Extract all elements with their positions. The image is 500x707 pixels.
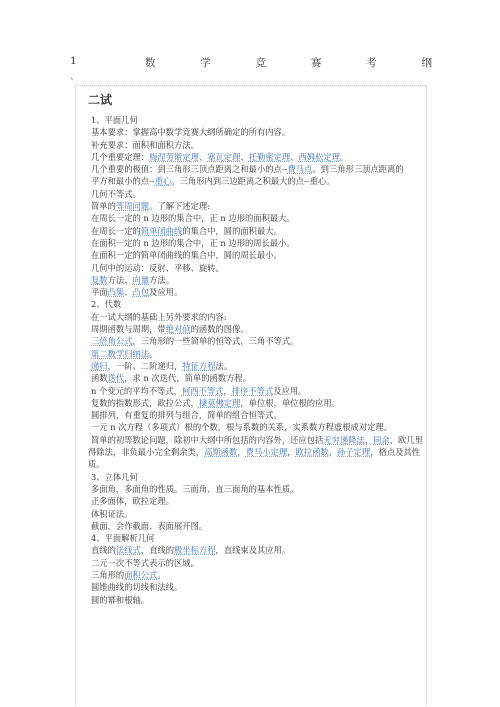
text-line: [88, 520, 426, 532]
term-link[interactable]: 凸集: [107, 287, 125, 298]
text-run: 的集合中，圆的面积最大。: [182, 225, 282, 236]
text-run: 及应用。: [273, 385, 307, 396]
term-link[interactable]: 托勒密定理: [248, 151, 291, 162]
text-line: [88, 286, 426, 298]
term-link[interactable]: 费马点: [287, 164, 313, 175]
text-run: 三角形的: [91, 569, 125, 580]
text-line: [88, 471, 426, 483]
page-header: [70, 55, 432, 82]
line-group-solid-analytic: [88, 471, 426, 606]
text-run: 函数: [91, 373, 108, 384]
term-link[interactable]: 梅涅劳斯定理: [149, 151, 199, 162]
text-line: [88, 163, 426, 175]
term-link[interactable]: 孙子定理: [337, 447, 371, 458]
text-run: 在面积一定的简单闭曲线的集合中，圆的周长最小。: [91, 250, 282, 261]
text-run: ，求 n 次迭代，简单的函数方程。: [124, 373, 251, 384]
term-link[interactable]: 向量: [132, 274, 150, 285]
text-line: [88, 126, 426, 138]
header-char: 学: [200, 57, 211, 69]
term-link[interactable]: 简单闭曲线: [140, 225, 183, 236]
term-link[interactable]: 排序不等式: [231, 385, 274, 396]
text-line: [88, 360, 426, 372]
text-run: 。三角形内到三边距离之积最大的点--重心。: [171, 176, 335, 187]
text-line: [88, 262, 426, 274]
text-run: 在面积一定的 n 边形的集合中，正 n 边形的周长最小。: [91, 237, 295, 248]
term-link[interactable]: 极坐标方程: [174, 545, 216, 556]
term-link[interactable]: 塞瓦定理: [207, 151, 241, 162]
text-run: 基本要求：掌握高中数学竞赛大纲所确定的所有内容。: [91, 127, 291, 138]
term-link[interactable]: 绝对值: [165, 324, 191, 335]
text-run: n 个变元的平均不等式，: [91, 385, 182, 396]
text-line: [88, 483, 426, 495]
text-run: 方法、: [107, 274, 133, 285]
text-run: 方法。: [149, 274, 175, 285]
text-run: 。: [149, 348, 158, 359]
text-line: [88, 409, 426, 421]
text-line: [88, 385, 426, 397]
text-run: 周期函数与周期，带: [91, 324, 166, 335]
text-run: 、: [240, 151, 249, 162]
text-run: ，格点及其性质。: [88, 447, 421, 470]
text-run: 几个重要定理：: [91, 151, 150, 162]
term-link[interactable]: 同余: [373, 434, 390, 445]
text-line: [88, 175, 426, 187]
text-line: [88, 114, 426, 126]
text-run: 平方和最小的点--: [91, 176, 155, 187]
text-run: 法。: [215, 360, 233, 371]
text-line: [88, 495, 426, 507]
section-title: 二试: [88, 93, 113, 107]
text-run: 4、平面解析几何: [91, 533, 155, 544]
header-char: 考: [366, 57, 377, 69]
text-line: [88, 274, 426, 286]
term-link[interactable]: 高斯函数: [204, 447, 238, 458]
text-line: [88, 323, 426, 335]
term-link[interactable]: 等周问题: [115, 201, 150, 212]
text-line: [88, 557, 426, 569]
text-run: 3、立体几何: [91, 471, 138, 482]
text-run: 在周长一定的 n 边形的集合中，正 n 边形的面积最大。: [91, 213, 295, 224]
number-theory-paragraph: [88, 434, 426, 471]
page-number: 1: [70, 55, 77, 67]
header-char: 赛: [310, 57, 322, 69]
header-mark: 、: [70, 72, 80, 82]
text-run: 圆锥曲线的切线和法线。: [91, 582, 183, 593]
text-run: ，: [287, 447, 296, 458]
header-char: 纲: [421, 57, 432, 69]
text-line: [88, 508, 426, 520]
text-run: 几何不等式。: [91, 188, 141, 199]
text-run: 平面: [91, 287, 108, 298]
text-run: 、: [198, 151, 208, 162]
text-line: [88, 298, 426, 310]
text-run: 及应用。: [149, 287, 183, 298]
text-line: [88, 397, 426, 409]
document-body: [88, 92, 426, 606]
term-link[interactable]: 迭代: [107, 373, 125, 384]
text-run: ，欧几里得除法，非负最小完全剩余类，: [88, 434, 423, 458]
text-line: [88, 348, 426, 360]
text-line: [88, 594, 426, 606]
text-run: ，: [364, 434, 374, 445]
text-line: [88, 200, 426, 212]
text-line: [88, 372, 426, 384]
term-link[interactable]: 西姆松定理: [298, 151, 341, 162]
text-run: 的函数的图像。: [190, 324, 249, 335]
text-run: 。: [340, 151, 349, 162]
text-line: [88, 139, 426, 151]
text-run: 圆的幂和根轴。: [91, 594, 150, 605]
text-run: 。: [157, 569, 166, 580]
term-link[interactable]: 递归: [91, 360, 108, 371]
text-run: 简单的: [91, 201, 116, 212]
text-run: 截面，会作截面、表面展开图。: [91, 520, 208, 531]
term-link[interactable]: 无穷递降法: [323, 434, 365, 445]
term-link[interactable]: 复数: [91, 274, 108, 285]
text-line: [88, 532, 426, 544]
text-line: [88, 151, 426, 163]
term-link[interactable]: 特征方程: [182, 360, 216, 371]
header-char: 竞: [255, 57, 266, 69]
text-run: 2、代数: [91, 299, 122, 310]
header-char: 数: [144, 57, 156, 69]
text-run: ，一阶、二阶递归，: [107, 360, 183, 371]
term-link[interactable]: 费马小定理: [245, 447, 288, 458]
text-run: 简单的初等数论问题，除初中大纲中所包括的内容外，还应包括: [91, 434, 324, 445]
text-run: 。到三角形三顶点距离的: [312, 164, 404, 175]
text-run: ，: [328, 447, 338, 458]
text-run: 多面角，多面角的性质。三面角、直三面角的基本性质。: [91, 483, 299, 494]
term-link[interactable]: 第二数学归纳法: [91, 348, 150, 359]
term-link[interactable]: 欧拉函数: [295, 447, 329, 458]
text-run: ，: [223, 385, 232, 396]
text-line: [88, 249, 426, 261]
text-run: 体积证法。: [91, 508, 133, 519]
text-line: [88, 335, 426, 347]
polynomial-paragraph: 一元 n 次方程（多项式）根的个数，根与系数的关系，实系数方程虚根成对定理。: [91, 422, 393, 433]
text-run: ，单位根，单位根的应用。: [240, 397, 340, 408]
term-link[interactable]: 棣莫佛定理: [198, 397, 241, 408]
term-link[interactable]: 三倍角公式: [91, 336, 133, 347]
text-line: [88, 225, 426, 237]
term-link[interactable]: 法线式: [115, 545, 141, 556]
text-line: [88, 544, 426, 556]
text-line: [88, 581, 426, 593]
text-run: 补充要求：面积和面积方法。: [91, 139, 199, 150]
text-line: [88, 569, 426, 581]
text-line: [88, 212, 426, 224]
text-run: ，三角形的一些简单的恒等式，三角不等式。: [132, 336, 299, 347]
text-run: 在一试大纲的基础上另外要求的内容:: [91, 311, 227, 322]
text-run: 。了解下述定理:: [149, 201, 210, 212]
term-link[interactable]: 重心: [154, 176, 172, 187]
term-link[interactable]: 面积公式: [124, 569, 158, 580]
text-run: 二元一次不等式表示的区域。: [91, 557, 199, 568]
text-run: 几何中的运动：反射、平移、旋转。: [91, 262, 224, 273]
text-run: ，直线的: [140, 545, 175, 556]
text-run: 复数的指数形式，欧拉公式，: [91, 397, 199, 408]
text-line: [88, 237, 426, 249]
term-link[interactable]: 柯西不等式: [181, 385, 224, 396]
text-run: 、: [290, 151, 299, 162]
text-run: 正多面体，欧拉定理。: [91, 496, 174, 507]
text-line: [88, 188, 426, 200]
text-run: 圆排列，有重复的排列与组合，简单的组合恒等式。: [91, 410, 282, 421]
text-run: ，: [237, 447, 246, 458]
text-run: 直线的: [91, 545, 116, 556]
text-run: 在周长一定的: [91, 225, 141, 236]
text-run: 、: [124, 287, 133, 298]
text-run: ，直线束及其应用。: [215, 545, 291, 556]
term-link[interactable]: 凸包: [132, 287, 150, 298]
text-line: [88, 311, 426, 323]
text-run: 1、平面几何: [91, 115, 138, 125]
line-group-algebra-geometry: [88, 114, 426, 421]
text-run: 几个重要的极值：到三角形三顶点距离之和最小的点--: [91, 164, 288, 175]
